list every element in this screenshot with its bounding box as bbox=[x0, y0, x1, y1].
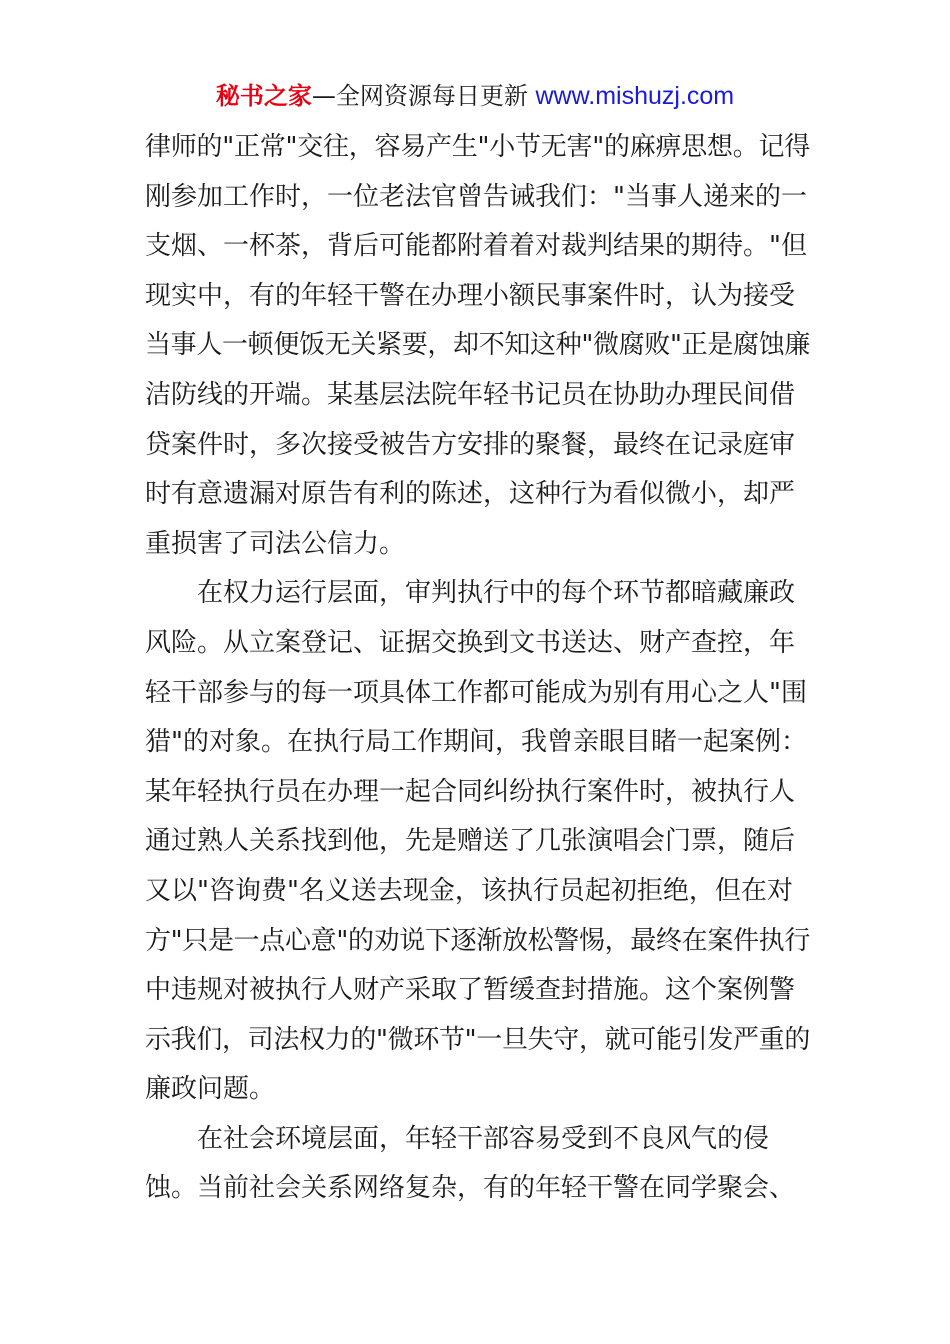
text-line: 洁防线的开端。某基层法院年轻书记员在协助办理民间借 bbox=[145, 379, 796, 410]
site-url-link[interactable]: www.mishuzj.com bbox=[535, 82, 735, 110]
text-line: 在社会环境层面，年轻干部容易受到不良风气的侵 bbox=[197, 1123, 770, 1154]
text-line: 蚀。当前社会关系网络复杂，有的年轻干警在同学聚会、 bbox=[145, 1173, 796, 1204]
text-line: 某年轻执行员在办理一起合同纠纷执行案件时，被执行人 bbox=[145, 776, 796, 807]
page-header bbox=[0, 80, 950, 112]
text-line: 风险。从立案登记、证据交换到文书送达、财产查控，年 bbox=[145, 627, 796, 658]
text-line: 当事人一顿便饭无关紧要，却不知这种"微腐败"正是腐蚀廉 bbox=[145, 330, 810, 361]
text-line: 现实中，有的年轻干警在办理小额民事案件时，认为接受 bbox=[145, 280, 796, 311]
text-line: 中违规对被执行人财产采取了暂缓查封措施。这个案例警 bbox=[145, 975, 796, 1006]
text-line: 廉政问题。 bbox=[145, 1074, 276, 1105]
brand-name: 秘书之家 bbox=[215, 82, 312, 110]
text-line: 通过熟人关系找到他，先是赠送了几张演唱会门票，随后 bbox=[145, 826, 796, 857]
document-body bbox=[145, 123, 810, 1214]
text-line: 又以"咨询费"名义送去现金，该执行员起初拒绝，但在对 bbox=[145, 875, 793, 906]
text-line: 在权力运行层面，审判执行中的每个环节都暗藏廉政 bbox=[197, 578, 796, 609]
text-line: 示我们，司法权力的"微环节"一旦失守，就可能引发严重的 bbox=[145, 1024, 810, 1055]
text-line: 轻干部参与的每一项具体工作都可能成为别有用心之人"围 bbox=[145, 677, 807, 708]
text-line: 律师的"正常"交往，容易产生"小节无害"的麻痹思想。记得 bbox=[145, 132, 810, 162]
text-line: 刚参加工作时，一位老法官曾告诫我们："当事人递来的一 bbox=[145, 181, 807, 212]
text-line: 方"只是一点心意"的劝说下逐渐放松警惕，最终在案件执行 bbox=[145, 925, 810, 956]
text-line: 重损害了司法公信力。 bbox=[145, 528, 406, 559]
text-line: 支烟、一杯茶，背后可能都附着着对裁判结果的期待。"但 bbox=[145, 231, 807, 262]
text-line: 贷案件时，多次接受被告方安排的聚餐，最终在记录庭审 bbox=[145, 429, 796, 460]
text-line: 时有意遗漏对原告有利的陈述，这种行为看似微小，却严 bbox=[145, 479, 796, 510]
text-line: 猎"的对象。在执行局工作期间，我曾亲眼目睹一起案例： bbox=[145, 727, 807, 758]
header-tagline: —全网资源每日更新 bbox=[311, 82, 528, 110]
